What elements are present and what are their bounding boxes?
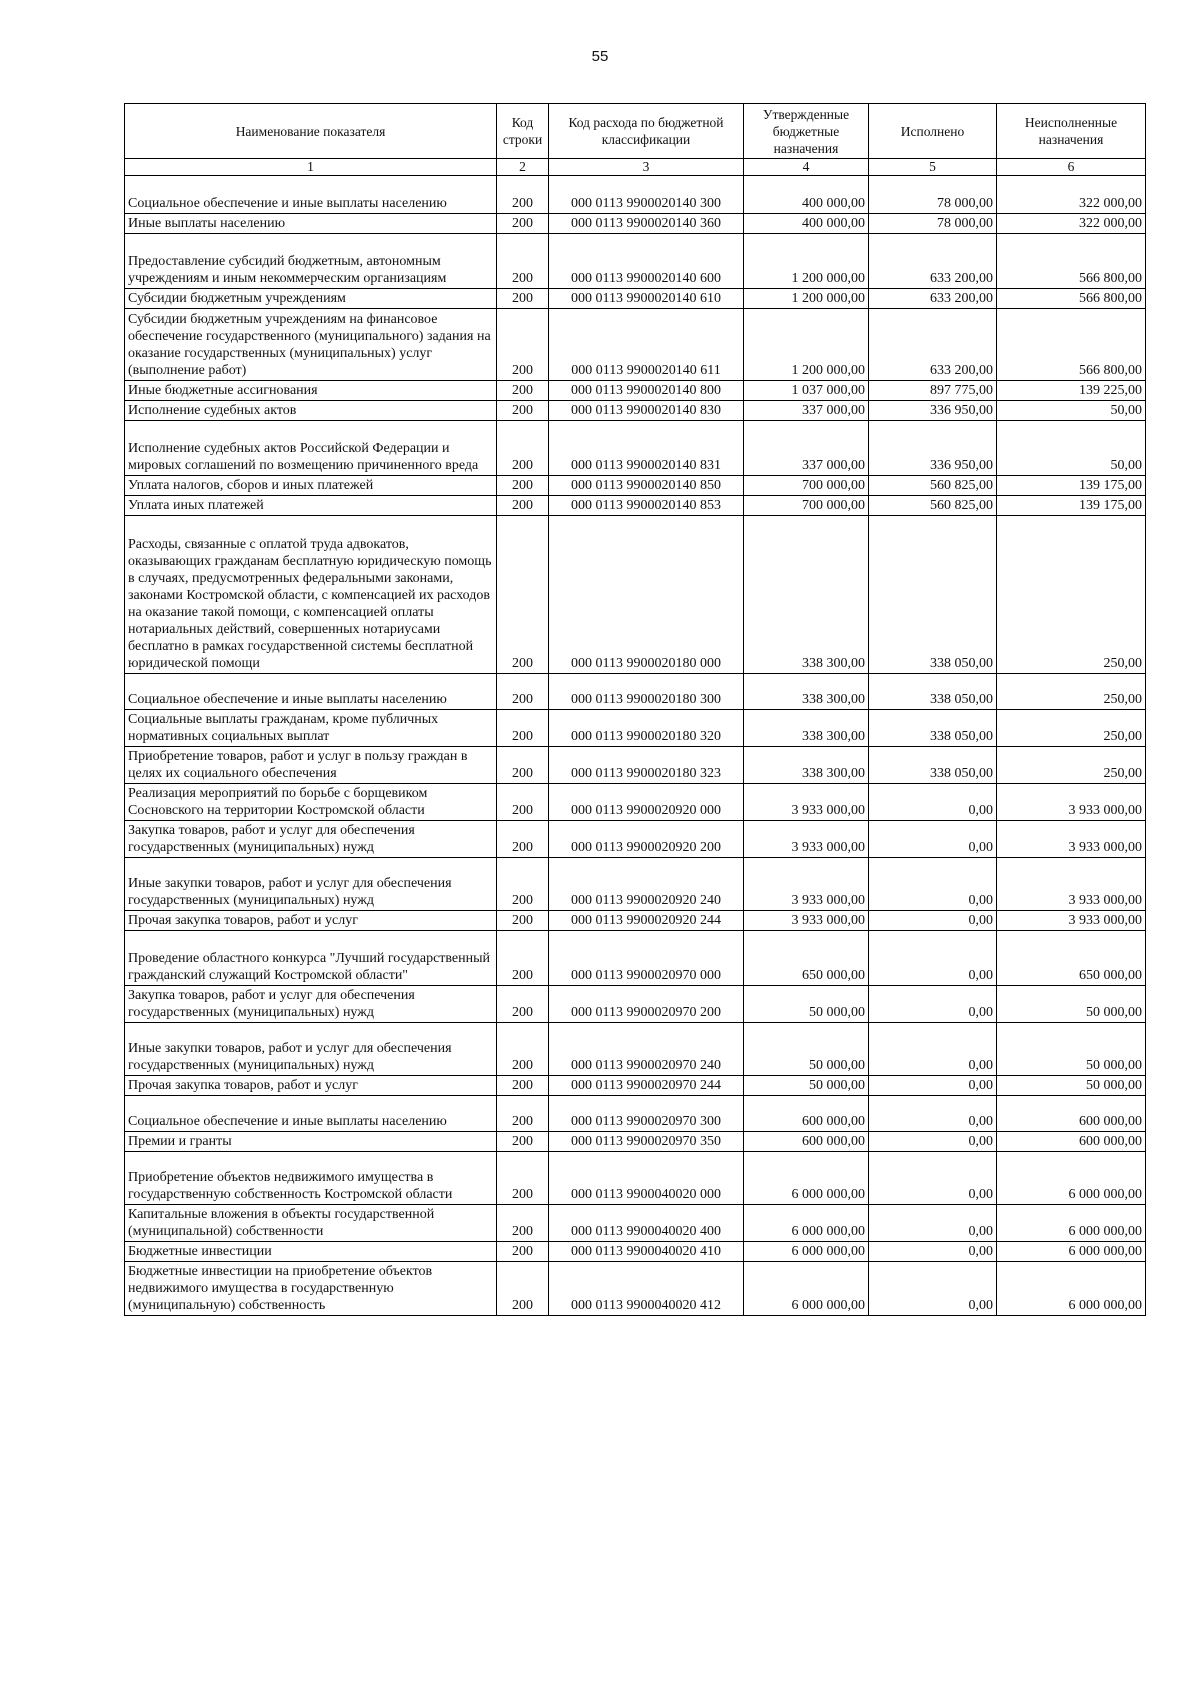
row-approved-amount: 6 000 000,00 [744, 1152, 869, 1205]
row-unexecuted-amount: 600 000,00 [997, 1132, 1146, 1152]
row-name: Субсидии бюджетным учреждениям на финансовое обеспечение государственного (муниципального) задания на оказание государственных (муниципальных) услуг (выполнение работ) [125, 309, 497, 381]
row-approved-amount: 400 000,00 [744, 214, 869, 234]
row-approved-amount: 50 000,00 [744, 1076, 869, 1096]
row-executed-amount: 0,00 [869, 1205, 997, 1242]
table-row [125, 496, 1146, 516]
table-row [125, 821, 1146, 858]
row-approved-amount: 600 000,00 [744, 1132, 869, 1152]
row-unexecuted-amount: 3 933 000,00 [997, 784, 1146, 821]
row-budget-code: 000 0113 9900020970 350 [549, 1132, 744, 1152]
table-row [125, 674, 1146, 710]
table-row [125, 214, 1146, 234]
row-unexecuted-amount: 250,00 [997, 747, 1146, 784]
row-line-code: 200 [497, 1076, 549, 1096]
table-row [125, 986, 1146, 1023]
row-budget-code: 000 0113 9900020970 240 [549, 1023, 744, 1076]
column-number: 4 [744, 159, 869, 176]
row-budget-code: 000 0113 9900020920 240 [549, 858, 744, 911]
row-budget-code: 000 0113 9900020920 244 [549, 911, 744, 931]
table-row [125, 931, 1146, 986]
row-executed-amount: 897 775,00 [869, 381, 997, 401]
row-approved-amount: 1 037 000,00 [744, 381, 869, 401]
row-executed-amount: 0,00 [869, 986, 997, 1023]
row-line-code: 200 [497, 674, 549, 710]
row-line-code: 200 [497, 496, 549, 516]
row-executed-amount: 0,00 [869, 1262, 997, 1316]
row-line-code: 200 [497, 309, 549, 381]
row-approved-amount: 700 000,00 [744, 496, 869, 516]
row-approved-amount: 1 200 000,00 [744, 234, 869, 289]
table-row [125, 1023, 1146, 1076]
row-unexecuted-amount: 50 000,00 [997, 1023, 1146, 1076]
row-line-code: 200 [497, 710, 549, 747]
table-row [125, 381, 1146, 401]
row-line-code: 200 [497, 289, 549, 309]
table-row [125, 1242, 1146, 1262]
row-name: Реализация мероприятий по борьбе с борщевиком Сосновского на территории Костромской области [125, 784, 497, 821]
row-unexecuted-amount: 3 933 000,00 [997, 821, 1146, 858]
table-row [125, 289, 1146, 309]
row-executed-amount: 336 950,00 [869, 401, 997, 421]
table-row [125, 911, 1146, 931]
row-executed-amount: 633 200,00 [869, 309, 997, 381]
row-approved-amount: 6 000 000,00 [744, 1205, 869, 1242]
row-approved-amount: 50 000,00 [744, 986, 869, 1023]
row-name: Иные бюджетные ассигнования [125, 381, 497, 401]
row-name: Социальное обеспечение и иные выплаты населению [125, 1096, 497, 1132]
header-line-code: Код строки [497, 104, 549, 159]
row-executed-amount: 0,00 [869, 821, 997, 858]
row-name: Приобретение объектов недвижимого имущества в государственную собственность Костромской области [125, 1152, 497, 1205]
table-row [125, 747, 1146, 784]
row-line-code: 200 [497, 931, 549, 986]
table-row [125, 784, 1146, 821]
row-approved-amount: 6 000 000,00 [744, 1262, 869, 1316]
row-line-code: 200 [497, 381, 549, 401]
column-number: 6 [997, 159, 1146, 176]
row-budget-code: 000 0113 9900040020 410 [549, 1242, 744, 1262]
row-line-code: 200 [497, 858, 549, 911]
row-budget-code: 000 0113 9900020140 300 [549, 176, 744, 214]
row-name: Уплата иных платежей [125, 496, 497, 516]
table-row [125, 1132, 1146, 1152]
row-approved-amount: 6 000 000,00 [744, 1242, 869, 1262]
table-row [125, 1262, 1146, 1316]
row-line-code: 200 [497, 176, 549, 214]
row-approved-amount: 1 200 000,00 [744, 289, 869, 309]
row-executed-amount: 336 950,00 [869, 421, 997, 476]
row-executed-amount: 0,00 [869, 931, 997, 986]
row-approved-amount: 50 000,00 [744, 1023, 869, 1076]
table-row [125, 1076, 1146, 1096]
header-budget-code: Код расхода по бюджетной классификации [549, 104, 744, 159]
row-approved-amount: 650 000,00 [744, 931, 869, 986]
row-approved-amount: 3 933 000,00 [744, 858, 869, 911]
page-number: 55 [591, 48, 609, 65]
row-approved-amount: 338 300,00 [744, 674, 869, 710]
table-row [125, 1096, 1146, 1132]
row-unexecuted-amount: 50 000,00 [997, 986, 1146, 1023]
budget-execution-table [124, 103, 1146, 1316]
row-name: Иные закупки товаров, работ и услуг для обеспечения государственных (муниципальных) нужд [125, 1023, 497, 1076]
table-row [125, 309, 1146, 381]
row-name: Проведение областного конкурса "Лучший государственный гражданский служащий Костромской области" [125, 931, 497, 986]
row-budget-code: 000 0113 9900020180 323 [549, 747, 744, 784]
row-name: Субсидии бюджетным учреждениям [125, 289, 497, 309]
row-budget-code: 000 0113 9900020140 360 [549, 214, 744, 234]
row-name: Премии и гранты [125, 1132, 497, 1152]
header-executed: Исполнено [869, 104, 997, 159]
table-row [125, 710, 1146, 747]
row-line-code: 200 [497, 1262, 549, 1316]
row-approved-amount: 337 000,00 [744, 401, 869, 421]
row-budget-code: 000 0113 9900020970 000 [549, 931, 744, 986]
row-budget-code: 000 0113 9900020920 000 [549, 784, 744, 821]
row-unexecuted-amount: 50 000,00 [997, 1076, 1146, 1096]
row-executed-amount: 0,00 [869, 784, 997, 821]
row-unexecuted-amount: 6 000 000,00 [997, 1152, 1146, 1205]
table-row [125, 1152, 1146, 1205]
row-executed-amount: 338 050,00 [869, 516, 997, 674]
row-approved-amount: 338 300,00 [744, 747, 869, 784]
row-name: Социальное обеспечение и иные выплаты населению [125, 674, 497, 710]
row-budget-code: 000 0113 9900020140 831 [549, 421, 744, 476]
row-approved-amount: 338 300,00 [744, 710, 869, 747]
row-name: Капитальные вложения в объекты государственной (муниципальной) собственности [125, 1205, 497, 1242]
row-unexecuted-amount: 322 000,00 [997, 214, 1146, 234]
row-unexecuted-amount: 250,00 [997, 710, 1146, 747]
row-name: Приобретение товаров, работ и услуг в пользу граждан в целях их социального обеспечения [125, 747, 497, 784]
row-unexecuted-amount: 566 800,00 [997, 289, 1146, 309]
row-unexecuted-amount: 6 000 000,00 [997, 1205, 1146, 1242]
row-executed-amount: 0,00 [869, 1076, 997, 1096]
row-line-code: 200 [497, 516, 549, 674]
row-executed-amount: 338 050,00 [869, 674, 997, 710]
row-executed-amount: 0,00 [869, 1132, 997, 1152]
table-row [125, 858, 1146, 911]
row-line-code: 200 [497, 911, 549, 931]
column-number: 3 [549, 159, 744, 176]
row-approved-amount: 337 000,00 [744, 421, 869, 476]
row-name: Закупка товаров, работ и услуг для обеспечения государственных (муниципальных) нужд [125, 821, 497, 858]
row-budget-code: 000 0113 9900020180 000 [549, 516, 744, 674]
column-number: 5 [869, 159, 997, 176]
row-line-code: 200 [497, 784, 549, 821]
row-line-code: 200 [497, 821, 549, 858]
row-unexecuted-amount: 139 225,00 [997, 381, 1146, 401]
row-line-code: 200 [497, 401, 549, 421]
row-approved-amount: 400 000,00 [744, 176, 869, 214]
row-executed-amount: 78 000,00 [869, 214, 997, 234]
row-approved-amount: 3 933 000,00 [744, 784, 869, 821]
table-row [125, 516, 1146, 674]
row-budget-code: 000 0113 9900020180 320 [549, 710, 744, 747]
row-name: Прочая закупка товаров, работ и услуг [125, 1076, 497, 1096]
row-name: Прочая закупка товаров, работ и услуг [125, 911, 497, 931]
row-executed-amount: 0,00 [869, 911, 997, 931]
row-line-code: 200 [497, 1096, 549, 1132]
row-name: Социальное обеспечение и иные выплаты населению [125, 176, 497, 214]
row-unexecuted-amount: 566 800,00 [997, 309, 1146, 381]
row-name: Иные закупки товаров, работ и услуг для обеспечения государственных (муниципальных) нужд [125, 858, 497, 911]
row-budget-code: 000 0113 9900020140 830 [549, 401, 744, 421]
row-line-code: 200 [497, 421, 549, 476]
column-number: 1 [125, 159, 497, 176]
table-row [125, 234, 1146, 289]
row-budget-code: 000 0113 9900020180 300 [549, 674, 744, 710]
row-executed-amount: 338 050,00 [869, 710, 997, 747]
row-executed-amount: 0,00 [869, 1096, 997, 1132]
row-name: Расходы, связанные с оплатой труда адвокатов, оказывающих гражданам бесплатную юридическую помощь в случаях, предусмотренных федеральными законами, законами Костромской области, с компенсацией их расходов на оказание такой помощи, с компенсацией оплаты нотариальных действий, совершенных нотариусами бесплатно в рамках государственной системы бесплатной юридической помощи [125, 516, 497, 674]
row-unexecuted-amount: 322 000,00 [997, 176, 1146, 214]
row-line-code: 200 [497, 747, 549, 784]
row-budget-code: 000 0113 9900020140 611 [549, 309, 744, 381]
row-line-code: 200 [497, 1152, 549, 1205]
row-name: Исполнение судебных актов [125, 401, 497, 421]
row-budget-code: 000 0113 9900020970 244 [549, 1076, 744, 1096]
row-unexecuted-amount: 3 933 000,00 [997, 858, 1146, 911]
row-executed-amount: 0,00 [869, 1152, 997, 1205]
row-line-code: 200 [497, 1205, 549, 1242]
row-budget-code: 000 0113 9900020140 600 [549, 234, 744, 289]
row-unexecuted-amount: 566 800,00 [997, 234, 1146, 289]
header-unexecuted: Неисполненные назначения [997, 104, 1146, 159]
row-approved-amount: 1 200 000,00 [744, 309, 869, 381]
header-indicator-name: Наименование показателя [125, 104, 497, 159]
row-budget-code: 000 0113 9900020140 853 [549, 496, 744, 516]
row-approved-amount: 700 000,00 [744, 476, 869, 496]
row-budget-code: 000 0113 9900020140 610 [549, 289, 744, 309]
table-row [125, 476, 1146, 496]
column-number: 2 [497, 159, 549, 176]
row-unexecuted-amount: 3 933 000,00 [997, 911, 1146, 931]
row-budget-code: 000 0113 9900040020 412 [549, 1262, 744, 1316]
row-executed-amount: 560 825,00 [869, 496, 997, 516]
table-body [125, 176, 1146, 1316]
row-approved-amount: 3 933 000,00 [744, 821, 869, 858]
row-budget-code: 000 0113 9900020920 200 [549, 821, 744, 858]
row-name: Социальные выплаты гражданам, кроме публичных нормативных социальных выплат [125, 710, 497, 747]
table-row [125, 1205, 1146, 1242]
row-executed-amount: 0,00 [869, 858, 997, 911]
row-executed-amount: 560 825,00 [869, 476, 997, 496]
row-executed-amount: 0,00 [869, 1023, 997, 1076]
row-unexecuted-amount: 50,00 [997, 401, 1146, 421]
row-line-code: 200 [497, 1242, 549, 1262]
row-budget-code: 000 0113 9900020970 200 [549, 986, 744, 1023]
row-name: Предоставление субсидий бюджетным, автономным учреждениям и иным некоммерческим организациям [125, 234, 497, 289]
row-name: Иные выплаты населению [125, 214, 497, 234]
header-approved: Утвержденные бюджетные назначения [744, 104, 869, 159]
table-row [125, 401, 1146, 421]
row-unexecuted-amount: 650 000,00 [997, 931, 1146, 986]
row-approved-amount: 600 000,00 [744, 1096, 869, 1132]
row-name: Бюджетные инвестиции на приобретение объектов недвижимого имущества в государственную (муниципальную) собственность [125, 1262, 497, 1316]
row-line-code: 200 [497, 986, 549, 1023]
row-line-code: 200 [497, 476, 549, 496]
row-executed-amount: 338 050,00 [869, 747, 997, 784]
row-name: Исполнение судебных актов Российской Федерации и мировых соглашений по возмещению причиненного вреда [125, 421, 497, 476]
row-line-code: 200 [497, 234, 549, 289]
row-executed-amount: 78 000,00 [869, 176, 997, 214]
row-unexecuted-amount: 600 000,00 [997, 1096, 1146, 1132]
row-executed-amount: 0,00 [869, 1242, 997, 1262]
row-name: Бюджетные инвестиции [125, 1242, 497, 1262]
row-executed-amount: 633 200,00 [869, 289, 997, 309]
table-row [125, 176, 1146, 214]
row-unexecuted-amount: 250,00 [997, 674, 1146, 710]
row-executed-amount: 633 200,00 [869, 234, 997, 289]
row-approved-amount: 338 300,00 [744, 516, 869, 674]
row-line-code: 200 [497, 214, 549, 234]
row-approved-amount: 3 933 000,00 [744, 911, 869, 931]
row-budget-code: 000 0113 9900040020 000 [549, 1152, 744, 1205]
row-budget-code: 000 0113 9900020140 850 [549, 476, 744, 496]
row-unexecuted-amount: 6 000 000,00 [997, 1262, 1146, 1316]
row-budget-code: 000 0113 9900040020 400 [549, 1205, 744, 1242]
row-line-code: 200 [497, 1132, 549, 1152]
row-line-code: 200 [497, 1023, 549, 1076]
row-name: Уплата налогов, сборов и иных платежей [125, 476, 497, 496]
row-unexecuted-amount: 250,00 [997, 516, 1146, 674]
row-budget-code: 000 0113 9900020140 800 [549, 381, 744, 401]
row-unexecuted-amount: 6 000 000,00 [997, 1242, 1146, 1262]
table-row [125, 421, 1146, 476]
row-unexecuted-amount: 139 175,00 [997, 496, 1146, 516]
row-unexecuted-amount: 139 175,00 [997, 476, 1146, 496]
row-budget-code: 000 0113 9900020970 300 [549, 1096, 744, 1132]
row-unexecuted-amount: 50,00 [997, 421, 1146, 476]
row-name: Закупка товаров, работ и услуг для обеспечения государственных (муниципальных) нужд [125, 986, 497, 1023]
